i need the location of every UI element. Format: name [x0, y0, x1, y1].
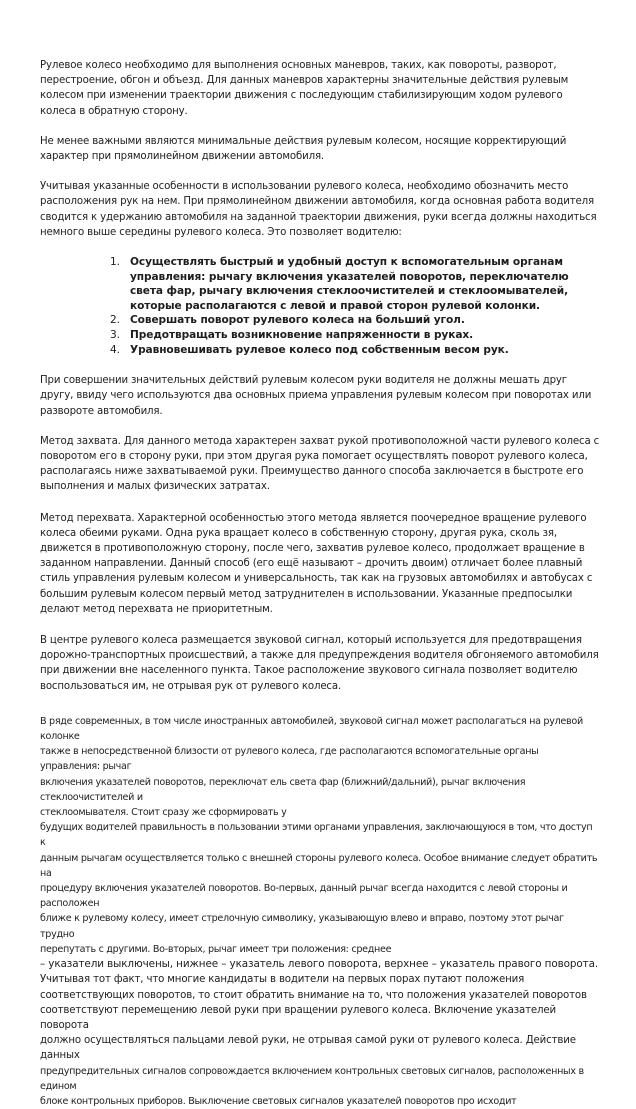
list-item — [110, 328, 600, 343]
list-number: 1. — [110, 256, 120, 269]
text-line: предупредительных сигналов сопровождается включением контрольных световых сигналов, расположенных в едином — [40, 1065, 584, 1092]
paragraph-horn: В центре рулевого колеса размещается звуковой сигнал, который используется для предотвращения дорожно-транспортных происшествий, а также для предупреждения водителя обгоняемого автомобиля при движении вне населенного пункта. Такое расположение звукового сигнала позволяет водителю воспользоваться им, не отрывая рук от рулевого колеса. — [40, 635, 599, 692]
benefits-list — [40, 255, 600, 357]
text-line: соответствующих поворотов, то стоит обратить внимание на то, что положения указателей поворотов — [40, 989, 587, 1001]
list-number: 2. — [110, 314, 120, 327]
paragraph-minimal-actions: Не менее важными являются минимальные действия рулевым колесом, носящие корректирующий характер при прямолинейном движении автомобиля. — [40, 135, 567, 163]
list-item — [110, 343, 600, 358]
paragraph-steering-purpose: Рулевое колесо необходимо для выполнения основных маневров, таких, как повороты, разворот, перестроение, обгон и объезд. Для данных маневров характерны значительные действия рулевым колесом при изменении траектории движения с последующим стабилизирующим ходом рулевого колеса в обратную сторону. — [40, 60, 569, 117]
text-line: будущих водителей правильность в пользовании этими органами управления, заключающуюся в том, что доступ к — [40, 822, 593, 849]
list-number: 4. — [110, 343, 120, 356]
text-line: Учитывая тот факт, что многие кандидаты в водители на первых порах путают положения — [40, 974, 525, 986]
text-line: стеклоомывателя. Стоит сразу же сформировать у — [40, 807, 287, 819]
list-item-text: Уравновешивать рулевое колесо под собственным весом рук. — [130, 343, 509, 356]
paragraph-two-methods: При совершении значительных действий рулевым колесом руки водителя не должны мешать друг другу, ввиду чего используются два основных приема управления рулевым колесом при поворотах или развороте автомобиля. — [40, 375, 592, 417]
list-item-text: Предотвращать возникновение напряженности в руках. — [130, 329, 474, 341]
list-item-text: Совершать поворот рулевого колеса на больший угол. — [130, 314, 465, 327]
text-line: также в непосредственной близости от рулевого колеса, где располагаются вспомогательные органы управления: рычаг — [40, 746, 539, 773]
paragraph-regrip-method: Метод перехвата. Характерной особенностью этого метода является поочередное вращение рулевого колеса обеими руками. Одна рука вращает колесо в собственную сторону, другая рука, сколь зя, движется в противоположную сторону, после чего, захватив рулевое колесо, продолжает вращение в заданном направлении. Данный способ (его ещё называют – дрочить двоим) отличает более плавный стиль управления рулевым колесом и универсальность, так как на грузовых автомобилях и автобусах с большим рулевым колесом первый метод затруднителен в использовании. Указанные предпосылки делают метод перехвата не приоритетным. — [40, 512, 593, 615]
paragraph-turn-signals — [40, 714, 600, 1109]
list-item-text: Осуществлять быстрый и удобный доступ к вспомогательным органам управления: рычагу включения указателей поворотов, переключателю света фар, рычагу включения стеклоочистителей и стеклоомывателей, которые располагаются с левой и правой сторон рулевой колонки. — [130, 256, 569, 312]
text-line: процедуру включения указателей поворотов. Во-первых, данный рычаг всегда находится с левой стороны и расположен — [40, 883, 568, 910]
text-line: включения указателей поворотов, переключат ель света фар (ближний/дальний), рычаг включения стеклоочистителей и — [40, 776, 526, 803]
list-number: 3. — [110, 329, 120, 341]
paragraph-hand-position: Учитывая указанные особенности в использовании рулевого колеса, необходимо обозначить место расположения рук на нем. При прямолинейном движении автомобиля, когда основная работа водителя сводится к удержанию автомобиля на заданной траектории движения, руки всегда должны находиться немного выше середины рулевого колеса. Это позволяет водителю: — [40, 181, 597, 238]
text-line: – указатели выключены, нижнее – указатель левого поворота, верхнее – указатель правого поворота. — [40, 958, 599, 971]
text-line: должно осуществляться пальцами левой руки, не отрывая самой руки от рулевого колеса. Действие данных — [40, 1035, 576, 1062]
text-line: блоке контрольных приборов. Выключение световых сигналов указателей поворотов про исходит — [40, 1095, 517, 1107]
list-item — [110, 255, 600, 313]
text-line: В ряде современных, в том числе иностранных автомобилей, звуковой сигнал может располагаться на рулевой колонке — [40, 715, 583, 743]
paragraph-grip-method: Метод захвата. Для данного метода характерен захват рукой противоположной части рулевого колеса с поворотом его в сторону руки, при этом другая рука помогает осуществлять поворот рулевого колеса, располагаясь ниже захватываемой руки. Преимущество данного способа заключается в быстроте его выполнения и малых физических затратах. — [40, 435, 600, 493]
text-line: перепутать с другими. Во-вторых, рычаг имеет три положения: среднее — [40, 943, 392, 955]
list-item — [110, 313, 600, 328]
text-line: соответствуют перемещению левой руки при вращении рулевого колеса. Включение указателей поворота — [40, 1004, 556, 1031]
text-line: данным рычагам осуществляется только с внешней стороны рулевого колеса. Особое внимание следует обратить на — [40, 852, 598, 879]
document-page — [40, 58, 600, 1109]
text-line: ближе к рулевому колесу, имеет стрелочную символику, указывающую влево и вправо, поэтому этот рычаг трудно — [40, 913, 564, 940]
